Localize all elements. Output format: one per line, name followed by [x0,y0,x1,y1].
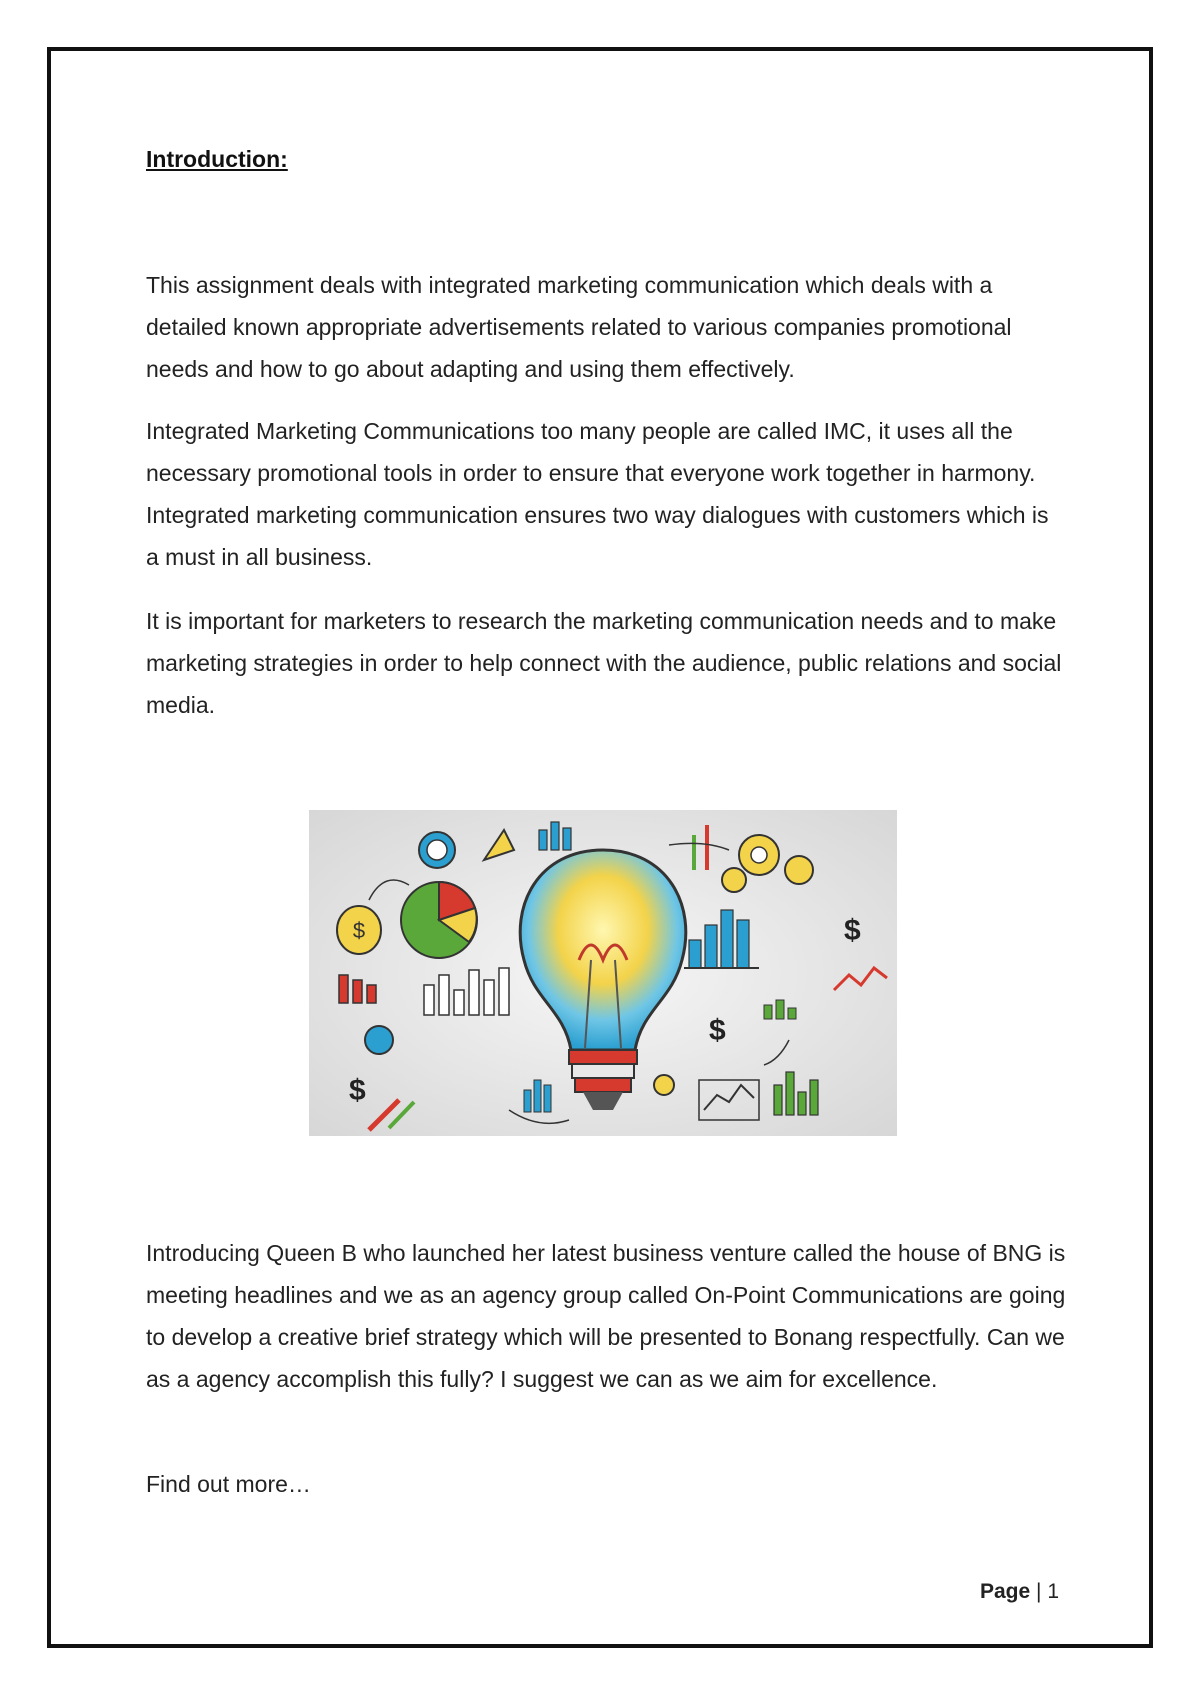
lightbulb-icon [309,810,897,1136]
lightbulb-business-illustration [309,810,897,1136]
dollar-symbol-3: $ [844,914,861,947]
paragraph-queen-b: Introducing Queen B who launched her latest business venture called the house of BNG is meeting headlines and we as an agency group called On-Point Communications are going to develop a creative brief strategy which will be presented to Bonang respectfully. Can we as a agency accomplish this fully? I suggest we can as we aim for excellence. [146,1240,1066,1392]
page-label: Page [980,1580,1031,1603]
page-heading: Introduction: [146,146,288,172]
paragraph-find-out-more: Find out more… [146,1471,311,1497]
page-number-footer [980,1580,1059,1604]
paragraph-research: It is important for marketers to research the marketing communication needs and to make marketing strategies in order to help connect with the audience, public relations and social media. [146,608,1062,718]
page-number: 1 [1047,1580,1060,1603]
paragraph-imc: Integrated Marketing Communications too many people are called IMC, it uses all the necessary promotional tools in order to ensure that everyone work together in harmony. Integrated marketing communication ensures two way dialogues with customers which is a must in all business. [146,418,1049,570]
dollar-symbol-2: $ [349,1074,366,1107]
page-separator: | [1036,1580,1042,1603]
dollar-symbol-4: $ [709,1014,726,1047]
dollar-symbol-1: $ [352,918,366,943]
paragraph-intro: This assignment deals with integrated marketing communication which deals with a detailed known appropriate advertisements related to various companies promotional needs and how to go about adapting and using them effectively. [146,272,1012,382]
